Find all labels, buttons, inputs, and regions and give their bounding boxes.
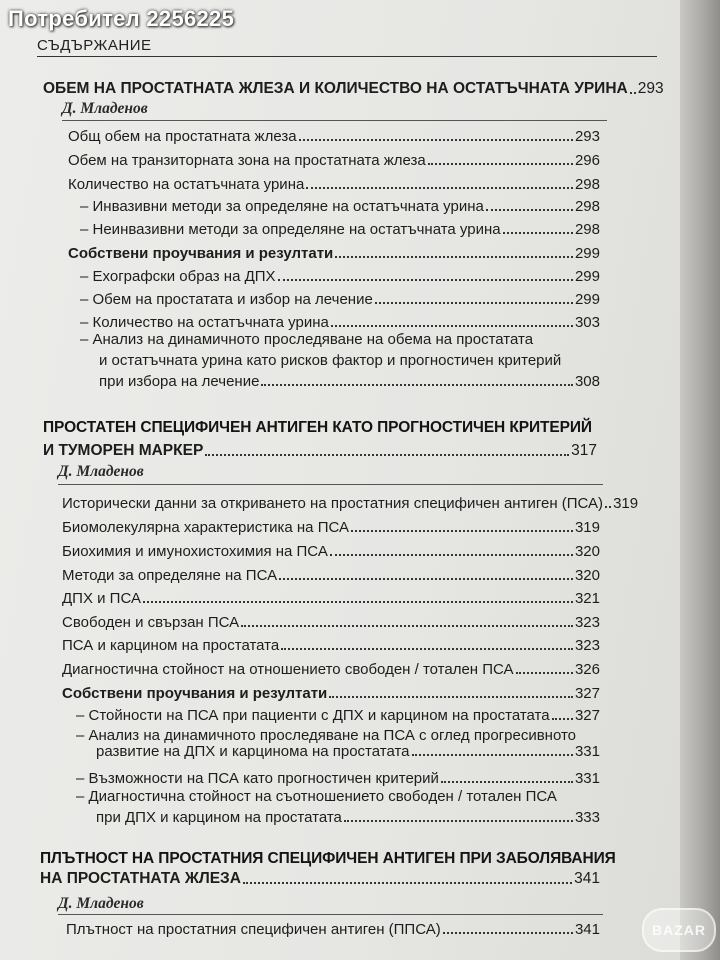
- section-title: И ТУМОРЕН МАРКЕР 317: [43, 442, 597, 459]
- toc-entry: ДПХ и ПСА 321: [62, 590, 600, 607]
- section-rule: [58, 484, 603, 485]
- section-title: ПРОСТАТЕН СПЕЦИФИЧЕН АНТИГЕН КАТО ПРОГНОСТИЧЕН КРИТЕРИЙ: [43, 419, 592, 436]
- toc-entry: развитие на ДПХ и карцинома на простатата 331: [96, 743, 600, 760]
- toc-entry-line: – Анализ на динамичното проследяване на ПСА с оглед прогресивното: [76, 727, 577, 744]
- section-rule: [62, 120, 607, 121]
- toc-entry: Биомолекулярна характеристика на ПСА 319: [62, 519, 600, 536]
- toc-entry: Методи за определяне на ПСА 320: [62, 567, 600, 584]
- toc-entry: – Количество на остатъчната урина 303: [80, 314, 600, 331]
- toc-entry: при избора на лечение 308: [99, 373, 600, 390]
- page-header-title: СЪДЪРЖАНИЕ: [37, 37, 152, 54]
- toc-entry-line: – Диагностична стойност на съотношението свободен / тотален ПСА: [76, 788, 557, 805]
- toc-entry: Общ обем на простатната жлеза 293: [68, 128, 600, 145]
- toc-entry: – Възможности на ПСА като прогностичен критерий 331: [76, 770, 600, 787]
- toc-entry: Плътност на простатния специфичен антиген (ППСА) 341: [66, 921, 600, 938]
- user-watermark: Потребител 2256225: [8, 6, 235, 31]
- author: Д. Младенов: [58, 463, 144, 480]
- author: Д. Младенов: [62, 100, 148, 117]
- toc-entry: – Обем на простатата и избор на лечение 299: [80, 291, 600, 308]
- toc-entry: Собствени проучвания и резултати 327: [62, 685, 600, 702]
- section-title: ПЛЪТНОСТ НА ПРОСТАТНИЯ СПЕЦИФИЧЕН АНТИГЕН ПРИ ЗАБОЛЯВАНИЯ: [40, 850, 616, 867]
- toc-entry: Биохимия и имунохистохимия на ПСА 320: [62, 543, 600, 560]
- toc-entry: – Неинвазивни методи за определяне на остатъчната урина 298: [80, 221, 600, 238]
- toc-entry: – Стойности на ПСА при пациенти с ДПХ и карцином на простатата 327: [76, 707, 600, 724]
- section-title: ОБЕМ НА ПРОСТАТНАТА ЖЛЕЗА И КОЛИЧЕСТВО НА ОСТАТЪЧНАТА УРИНА 293: [43, 80, 664, 97]
- toc-entry: Собствени проучвания и резултати 299: [68, 245, 600, 262]
- author: Д. Младенов: [58, 895, 144, 912]
- toc-entry: – Инвазивни методи за определяне на остатъчната урина 298: [80, 198, 600, 215]
- section-rule: [58, 914, 603, 915]
- toc-entry: при ДПХ и карцином на простатата 333: [96, 809, 600, 826]
- book-edge: [680, 0, 720, 960]
- toc-entry-line: – Анализ на динамичното проследяване на обема на простатата: [80, 331, 534, 348]
- toc-entry: Количество на остатъчната урина 298: [68, 176, 600, 193]
- toc-entry: ПСА и карцином на простатата 323: [62, 637, 600, 654]
- toc-entry: – Ехографски образ на ДПХ 299: [80, 268, 600, 285]
- bazar-logo: BAZAR: [642, 908, 716, 952]
- toc-entry: Исторически данни за откриването на простатния специфичен антиген (ПСА) 319: [62, 495, 639, 512]
- toc-entry: Свободен и свързан ПСА 323: [62, 614, 600, 631]
- section-title: НА ПРОСТАТНАТА ЖЛЕЗА 341: [40, 870, 600, 887]
- toc-entry-line: и остатъчната урина като рисков фактор и прогностичен критерий: [99, 352, 562, 369]
- toc-entry: Обем на транзиторната зона на простатната жлеза 296: [68, 152, 600, 169]
- toc-entry: Диагностична стойност на отношението свободен / тотален ПСА 326: [62, 661, 600, 678]
- header-rule: [37, 56, 657, 57]
